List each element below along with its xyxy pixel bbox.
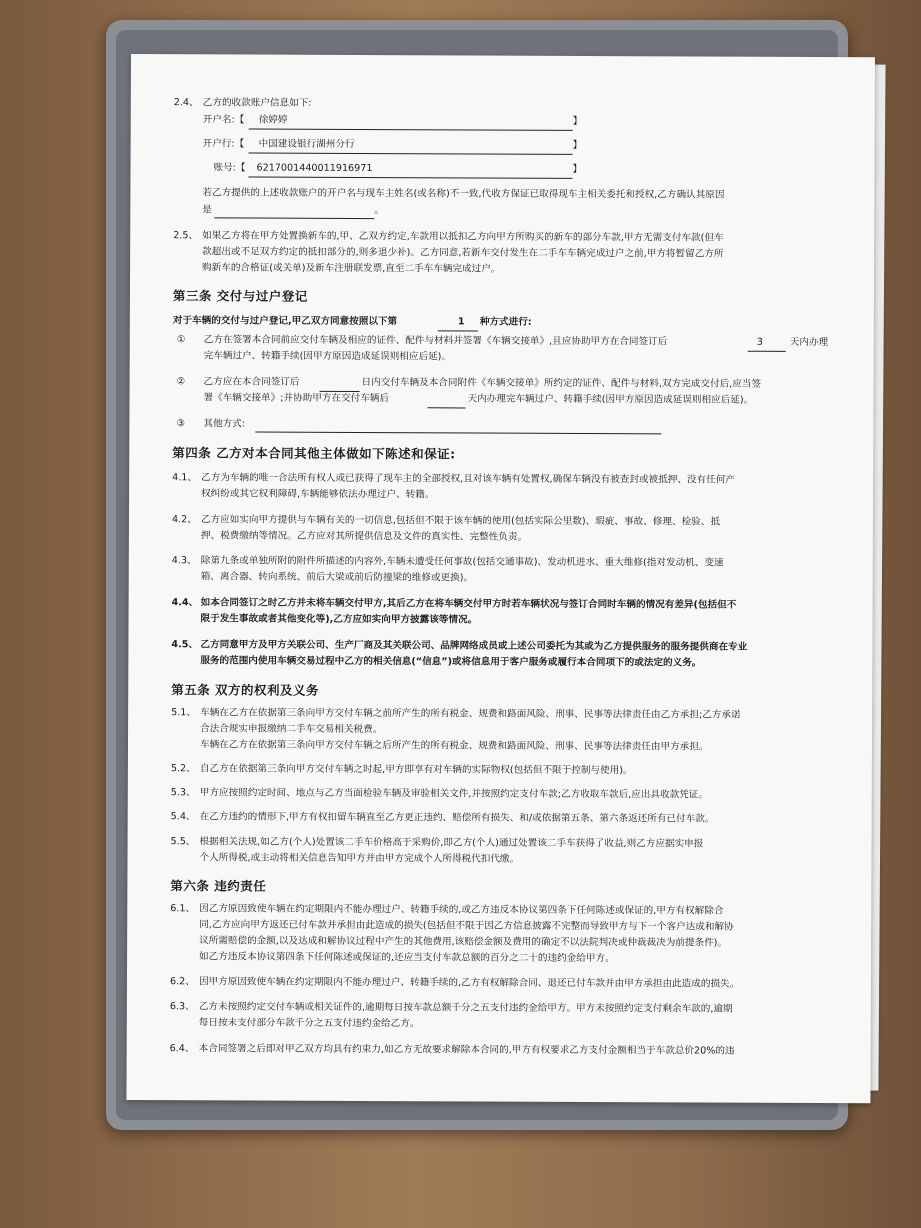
account-name-label: 开户名:【 — [202, 114, 245, 126]
account-note-reason-blank — [214, 217, 374, 219]
option-1-line1a: 乙方在签署本合同前应交付车辆及相应的证件、配件与材料并签署《车辆交接单》,且应协助甲方在合同签订后 — [203, 334, 668, 348]
bank-value: 中国建设银行湖州分行 — [258, 138, 355, 150]
clause-line: 权纠纷或其它权利障碍,车辆能够依法办理过户、转籍。 — [201, 488, 435, 501]
clause-line: 限于发生事故或者其他变化等),乙方应如实向甲方披露该等情况。 — [200, 613, 478, 626]
article-4-title: 第四条 乙方对本合同其他主体做如下陈述和保证: — [172, 445, 456, 462]
clause-number: 2.5、 — [173, 230, 199, 242]
bank-label: 开户行:【 — [202, 138, 245, 150]
option-3-blank — [255, 432, 661, 435]
clause-line: 如本合同签订之时乙方并未将车辆交付甲方,其后乙方在将车辆交付甲方时若车辆状况与签订合同时车辆的情况有差异(包括但不 — [200, 597, 737, 611]
clause-line: 如果乙方将在甲方处置换新车的,甲、乙双方约定,车款用以抵扣乙方向甲方所购买的新车的部分车款,甲方无需支付车款(但车 — [202, 230, 724, 244]
account-number-close: 】 — [572, 163, 583, 175]
clause-number: 4.2、 — [171, 514, 197, 526]
clause-number: 6.4、 — [169, 1043, 195, 1055]
clause-line: 因乙方原因致使车辆在约定期限内不能办理过户、转籍手续的,或乙方违反本协议第四条下任何陈述或保证的,甲方有权解除合 — [199, 903, 724, 917]
clause-line: 购新车的合格证(或关单)及新车注册联发票,直至二手车车辆完成过户。 — [202, 262, 501, 275]
account-number-value: 6217001440011916971 — [256, 162, 373, 175]
article-3-intro-value: 1 — [457, 316, 465, 328]
clause-line: 在乙方违约的情形下,甲方有权扣留车辆直至乙方更正违约、赔偿所有损失、和/或依据第五条、第六条返还所有已付车款。 — [199, 811, 715, 825]
option-2-line2a: 署《车辆交接单》;并协助甲方在交付车辆后 — [203, 392, 390, 405]
clause-line: 因甲方原因致使车辆在约定期限内不能办理过户、转籍手续的,乙方有权解除合同、退还已付车款并由甲方承担由此造成的损失。 — [198, 976, 740, 990]
contract-page — [126, 54, 875, 1103]
clause-line: 个人所得税,或主动将相关信息告知甲方并由甲方完成个人所得税代扣代缴。 — [199, 852, 520, 865]
clause-line: 款超出或不足双方约定的抵扣部分的,则多退少补)。乙方同意,若新车交付发生在二手车车辆完成过户之前,甲方将暂留乙方所 — [202, 246, 724, 260]
option-2-mark: ② — [176, 376, 186, 388]
clause-text: 乙方的收款账户信息如下: — [202, 97, 312, 109]
clause-number: 5.4、 — [170, 811, 196, 823]
clause-line: 乙方未按照约定交付车辆或相关证件的,逾期每日按车款总额千分之五支付违约金给甲方。甲方未按照约定支付剩余车款的,逾期 — [198, 1001, 733, 1015]
article-6-title: 第六条 违约责任 — [170, 878, 267, 894]
article-3-intro-underline — [438, 330, 478, 331]
option-1-mark: ① — [176, 334, 186, 346]
clause-line: 车辆在乙方在依据第三条向甲方交付车辆之前所产生的所有税金、规费和路面风险、刑事、民事等法律责任由乙方承担;乙方承诺 — [200, 707, 741, 721]
clause-number: 5.5、 — [170, 836, 196, 848]
clause-number: 4.3、 — [171, 555, 197, 567]
option-2-transfer-blank — [427, 407, 465, 408]
clause-line: 服务的范围内使用车辆交易过程中乙方的相关信息(“信息”)或将信息用于客户服务或履行本合同项下的或法定的义务。 — [200, 655, 702, 669]
article-3-intro-a: 对于车辆的交付与过户登记,甲乙双方同意按照以下第 — [172, 315, 398, 328]
clause-line: 每日按未支付部分车款千分之五支付违约金给乙方。 — [198, 1017, 420, 1030]
article-3-title: 第三条 交付与过户登记 — [172, 288, 308, 304]
clause-line: 本合同签署之后即对甲乙双方均具有约束力,如乙方无故要求解除本合同的,甲方有权要求乙方支付金额相当于车款总价20%的违 — [198, 1043, 735, 1057]
clause-line: 车辆在乙方在依据第三条向甲方交付车辆之后所产生的所有税金、规费和路面风险、刑事、民事等法律责任由甲方承担。 — [199, 739, 709, 753]
option-2-line2b: 天内办理完车辆过户、转籍手续(因甲方原因造成延误则相应后延)。 — [467, 393, 754, 406]
article-3-intro-b: 种方式进行: — [479, 316, 532, 328]
account-name-value: 徐婷婷 — [258, 114, 288, 126]
clause-number: 6.2、 — [169, 976, 195, 988]
clause-line: 押、税费缴纳等情况。乙方应对其所提供信息及文件的真实性、完整性负责。 — [200, 530, 528, 543]
clause-number: 5.3、 — [170, 787, 196, 799]
clause-line: 乙方为车辆的唯一合法所有权人或已获得了现车主的全部授权,且对该车辆有处置权,确保车辆没有被查封或被抵押、没有任何产 — [201, 472, 735, 486]
option-3-label: 其他方式: — [203, 418, 246, 430]
clause-line: 甲方应按照约定时间、地点与乙方当面检验车辆及审验相关文件,并按照约定支付车款;乙方收取车款后,应出具收款凭证。 — [199, 787, 709, 801]
option-1-line1b: 天内办理 — [789, 336, 829, 349]
bank-close: 】 — [572, 139, 583, 151]
account-name-underline — [249, 129, 573, 131]
clause-line: 根据相关法规,如乙方(个人)处置该二手车价格高于采购价,即乙方(个人)通过处置该二手车获得了收益,则乙方应据实申报 — [199, 836, 704, 850]
clause-line: 箱、离合器、转向系统、前后大梁或前后防撞梁的维修或更换)。 — [200, 571, 474, 584]
clause-number: 4.1、 — [172, 472, 198, 484]
option-2-line1b: 日内交付车辆及本合同附件《车辆交接单》所约定的证件、配件与材料,双方完成交付后,应当签 — [361, 377, 762, 390]
article-5-title: 第五条 双方的权利及义务 — [171, 682, 320, 698]
clause-number: 4.5、 — [171, 639, 199, 651]
option-2-line1a: 乙方应在本合同签订后 — [203, 376, 300, 388]
clause-number: 2.4、 — [173, 97, 199, 109]
account-name-close: 】 — [572, 115, 583, 127]
clause-number: 6.1、 — [170, 903, 196, 915]
clause-line: 合法合规实申报缴纳二手车交易相关税费。 — [200, 723, 383, 736]
clause-number: 5.2、 — [170, 763, 196, 775]
account-number-label: 账号:【 — [213, 162, 246, 174]
clause-line: 除第九条或单独所附的附件所描述的内容外,车辆未遭受任何事故(包括交通事故)、发动机进水、重大维修(指对发动机、变速 — [200, 555, 724, 569]
account-note-line2b: 。 — [374, 205, 384, 217]
option-1-line2: 完车辆过户、转籍手续(因甲方原因造成延误则相应后延)。 — [203, 350, 452, 363]
clause-line: 如乙方违反本协议第四条下任何陈述或保证的,还应当支付车款总额的百分之二十的违约金给甲方。 — [199, 951, 615, 965]
clause-line: 同,乙方应向甲方返还已付车款并承担由此造成的损失(包括但不限于因乙方信息披露不完整而导致甲方与下一个客户达成和解协 — [199, 919, 734, 933]
clause-line: 乙方应如实向甲方提供与车辆有关的一切信息,包括但不限于该车辆的使用(包括实际公里数)、瑕疵、事故、修理、检验、抵 — [200, 514, 721, 528]
account-note-line2a: 是 — [202, 204, 212, 216]
clause-line: 议所需赔偿的金额,以及达成和解协议过程中产生的其他费用,该赔偿金额及费用的确定不以法院判决或仲裁裁决为前提条件)。 — [199, 935, 728, 949]
bank-underline — [249, 153, 573, 155]
account-number-underline — [248, 177, 572, 179]
option-3-mark: ③ — [176, 418, 186, 430]
clause-number: 6.3、 — [169, 1001, 195, 1013]
clause-line: 乙方同意甲方及甲方关联公司、生产厂商及其关联公司、品牌网络成员或上述公司委托为其或为乙方提供服务的服务提供商在专业 — [200, 639, 748, 653]
clause-number: 5.1、 — [171, 707, 197, 719]
clause-line: 自乙方在依据第三条向甲方交付车辆之时起,甲方即享有对车辆的实际物权(包括但不限于控制与使用)。 — [199, 763, 633, 777]
clause-number: 4.4、 — [171, 597, 199, 609]
option-1-underline — [748, 351, 786, 352]
option-1-value: 3 — [756, 336, 763, 348]
account-note-line1: 若乙方提供的上述收款账户的开户名与现车主姓名(或名称)不一致,代收方保证已取得现车主相关委托和授权,乙方确认其原因 — [202, 187, 725, 201]
